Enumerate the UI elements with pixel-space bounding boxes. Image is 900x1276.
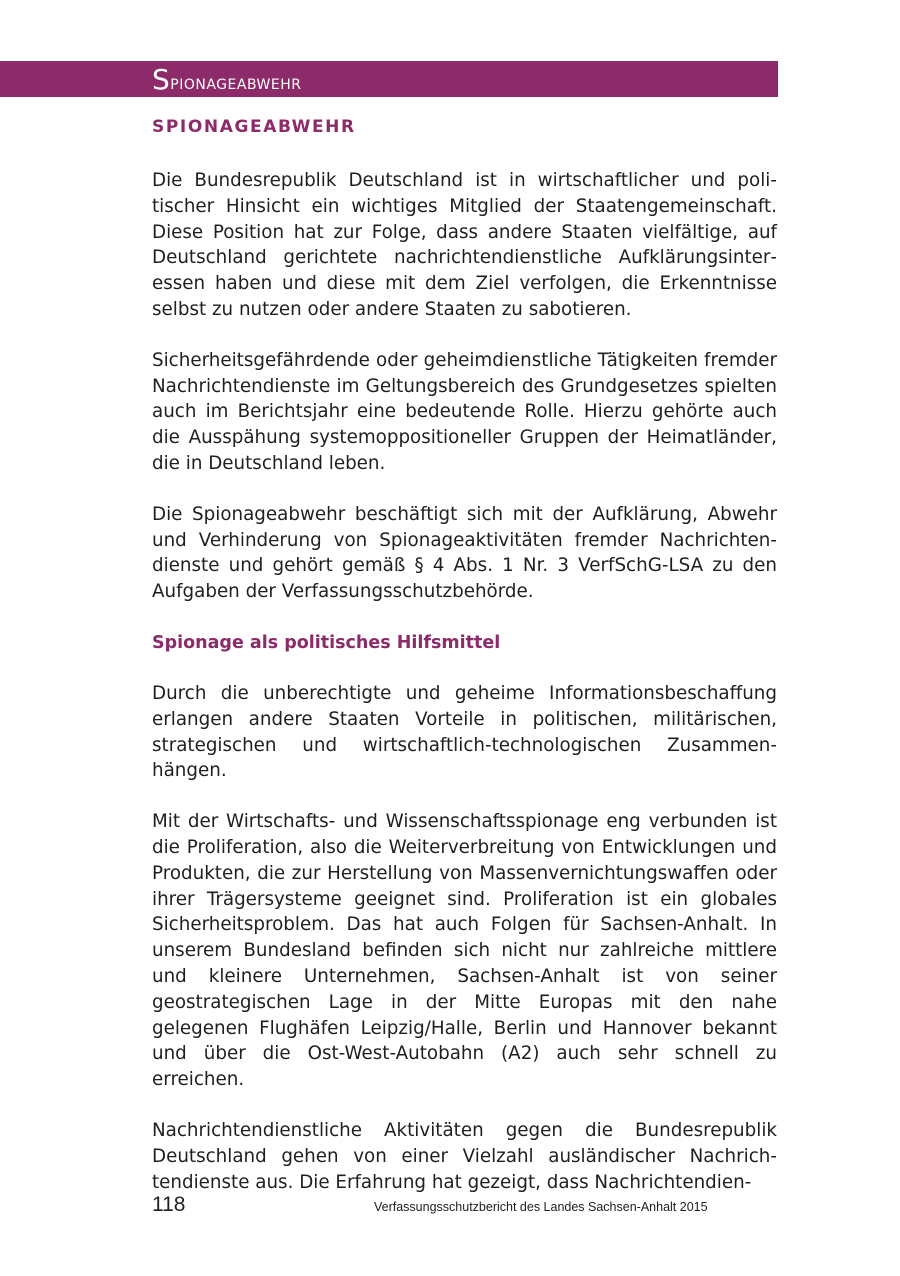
paragraph: Durch die unberechtigte und geheime Informationsbeschaffung erlangen andere Staaten Vorteile in politischen, militärischen, strategischen und wirtschaftlich-technologischen Zusammenhängen. [152, 682, 777, 782]
paragraph: Mit der Wirtschafts- und Wissenschaftsspionage eng verbunden ist die Proliferation, also die Weiterverbreitung von Entwicklungen und Produkten, die zur Herstellung von Massenvernichtungswaffen oder ihrer Trägersysteme geeignet sind. Proliferation ist ein globales Sicherheitsproblem. Das hat auch Folgen für Sachsen-Anhalt. In unserem Bundesland befinden sich nicht nur zahlreiche mittlere und kleinere Unternehmen, Sachsen-Anhalt ist von seiner geostrategischen Lage in der Mitte Europas mit den nahe gelegenen Flughäfen Leipzig/Halle, Berlin und Hannover bekannt und über die Ost-West-Autobahn (A2) auch sehr schnell zu erreichen. [152, 811, 777, 1091]
paragraph: Die Bundesrepublik Deutschland ist in wirtschaftlicher und politischer Hinsicht ein wichtiges Mitglied der Staatengemeinschaft. Diese Position hat zur Folge, dass andere Staaten vielfältige, auf Deutschland gerichtete nachrichtendienstliche Aufklärungsinteressen haben und diese mit dem Ziel verfolgen, die Erkenntnisse selbst zu nutzen oder andere Staaten zu sabotieren. [152, 170, 777, 320]
paragraph: Sicherheitsgefährdende oder geheimdienstliche Tätigkeiten fremder Nachrichtendienste im Geltungsbereich des Grundgesetzes spielten auch im Berichtsjahr eine bedeutende Rolle. Hierzu gehörte auch die Ausspähung systemoppositioneller Gruppen der Heimatländer, die in Deutschland leben. [152, 349, 777, 474]
page-number: 118 [152, 1193, 186, 1216]
paragraph: Die Spionageabwehr beschäftigt sich mit der Aufklärung, Abwehr und Verhinderung von Spionageaktivitäten fremder Nachrichtendienste und gehört gemäß § 4 Abs. 1 Nr. 3 VerfSchG-LSA zu den Aufgaben der Verfassungsschutzbehörde. [152, 503, 777, 603]
paragraph: Nachrichtendienstliche Aktivitäten gegen die Bundesrepublik Deutschland gehen von einer Vielzahl ausländischer Nachrichtendienste aus. Die Erfahrung hat gezeigt, dass Nachrichtendien- [152, 1119, 777, 1193]
footer-source: Verfassungsschutzbericht des Landes Sachsen-Anhalt 2015 [374, 1200, 708, 1214]
section-title: SPIONAGEABWEHR [152, 117, 356, 137]
body-text [152, 168, 777, 1220]
subheading: Spionage als politisches Hilfsmittel [152, 632, 501, 653]
running-header-title [152, 62, 302, 100]
running-header-rest: pionageabwehr [170, 70, 302, 94]
running-header-band [0, 61, 778, 97]
running-header-initial: S [152, 63, 171, 96]
